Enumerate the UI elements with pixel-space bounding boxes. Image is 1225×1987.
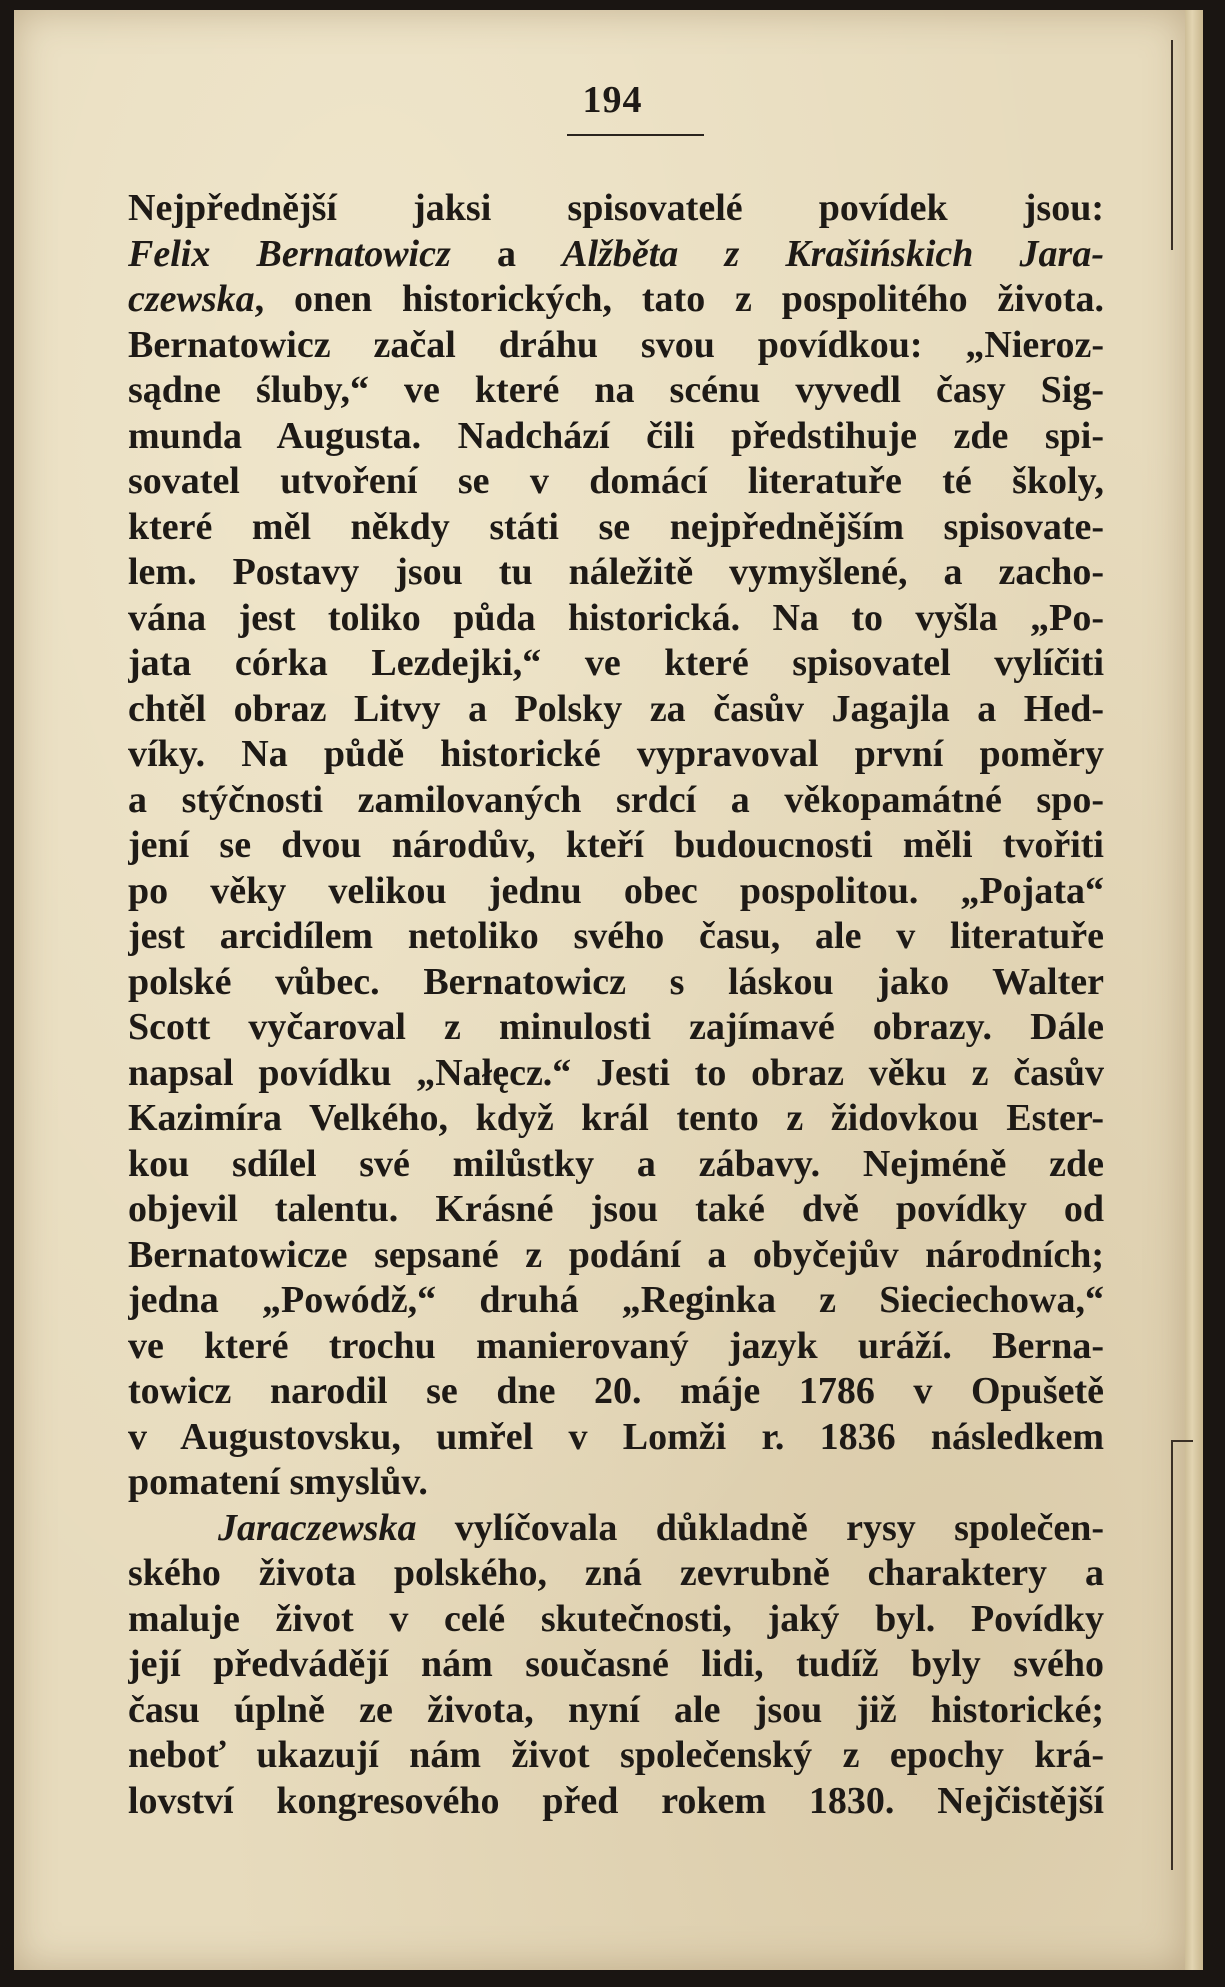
text-line bbox=[128, 596, 1104, 642]
gutter-line-top bbox=[1171, 40, 1173, 250]
text-line bbox=[128, 186, 1104, 232]
text-line bbox=[128, 414, 1104, 460]
text-run: Scott vyčaroval z minulosti zajímavé obrazy. Dále bbox=[128, 1006, 1104, 1048]
text-run: jedna „Powódž,“ druhá „Reginka z Sieciechowa,“ bbox=[128, 1279, 1104, 1321]
text-run: jest arcidílem netoliko svého času, ale v literatuře bbox=[128, 915, 1104, 957]
text-run: , onen historických, tato z pospolitého života. bbox=[254, 278, 1104, 320]
text-run: munda Augusta. Nadchází čili předstihuje zde spi- bbox=[128, 414, 1104, 457]
text-line bbox=[128, 1051, 1104, 1097]
header-rule bbox=[567, 134, 704, 136]
text-line bbox=[128, 1369, 1104, 1415]
text-line bbox=[128, 869, 1104, 915]
text-line bbox=[128, 232, 1104, 278]
text-line bbox=[128, 823, 1104, 869]
text-line bbox=[128, 323, 1104, 369]
text-line bbox=[128, 687, 1104, 733]
text-line bbox=[128, 1415, 1104, 1461]
gutter-mark bbox=[1171, 1440, 1193, 1442]
italic-name: Jaraczewska bbox=[218, 1506, 417, 1549]
text-line bbox=[128, 1005, 1104, 1051]
text-run: lovství kongresového před rokem 1830. Nejčistější bbox=[128, 1779, 1104, 1822]
text-run: objevil talentu. Krásné jsou také dvě povídky od bbox=[128, 1188, 1104, 1230]
text-line bbox=[128, 1779, 1104, 1825]
italic-name: Felix Bernatowicz bbox=[128, 232, 451, 275]
text-line bbox=[128, 1551, 1104, 1597]
text-line bbox=[128, 914, 1104, 960]
text-line bbox=[128, 1142, 1104, 1188]
text-run: Bernatowicze sepsané z podání a obyčejův národních; bbox=[128, 1233, 1104, 1276]
text-run: po věky velikou jednu obec pospolitou. „Pojata“ bbox=[128, 869, 1104, 912]
text-line bbox=[128, 641, 1104, 687]
italic-name: Alžběta z Krašińskich Jara- bbox=[562, 232, 1104, 275]
text-line bbox=[128, 1233, 1104, 1279]
text-line bbox=[128, 1597, 1104, 1643]
text-run: víky. Na půdě historické vypravoval první poměry bbox=[128, 733, 1104, 775]
text-run: jení se dvou národův, kteří budoucnosti měli tvořiti bbox=[128, 824, 1104, 866]
text-line bbox=[128, 1187, 1104, 1233]
text-run: a bbox=[450, 232, 563, 275]
text-line bbox=[128, 505, 1104, 551]
text-run: času úplně ze života, nyní ale jsou již historické; bbox=[128, 1688, 1104, 1731]
text-line bbox=[128, 277, 1104, 323]
text-line bbox=[128, 960, 1104, 1006]
text-line bbox=[128, 1506, 1104, 1552]
text-line bbox=[128, 778, 1104, 824]
text-run: ského života polského, zná zevrubně charaktery a bbox=[128, 1552, 1104, 1594]
text-run: kou sdílel své milůstky a zábavy. Nejméně zde bbox=[128, 1142, 1104, 1185]
text-line bbox=[128, 1460, 1104, 1506]
text-run: Nejpřednější jaksi spisovatelé povídek jsou: bbox=[128, 187, 1104, 229]
text-run: polské vůbec. Bernatowicz s láskou jako Walter bbox=[128, 960, 1104, 1003]
text-run: ve které trochu manierovaný jazyk uráží. Berna- bbox=[128, 1324, 1104, 1367]
page-number: 194 bbox=[582, 79, 643, 121]
text-run: Kazimíra Velkého, když král tento z židovkou Ester- bbox=[128, 1097, 1104, 1139]
text-run: vylíčovala důkladně rysy společen- bbox=[416, 1506, 1104, 1549]
text-run: neboť ukazují nám život společenský z epochy krá- bbox=[128, 1734, 1104, 1776]
text-run: maluje život v celé skutečnosti, jaký byl. Povídky bbox=[128, 1597, 1104, 1640]
text-run: napsal povídku „Nałęcz.“ Jesti to obraz věku z časův bbox=[128, 1051, 1104, 1094]
text-run: jata córka Lezdejki,“ ve které spisovatel vylíčiti bbox=[128, 642, 1104, 684]
text-line bbox=[128, 368, 1104, 414]
body-text bbox=[128, 186, 1104, 1824]
text-line bbox=[128, 1096, 1104, 1142]
text-run: chtěl obraz Litvy a Polsky za časův Jagajla a Hed- bbox=[128, 687, 1104, 730]
text-run: její předvádějí nám současné lidi, tudíž byly svého bbox=[128, 1643, 1104, 1685]
text-run: towicz narodil se dne 20. máje 1786 v Opušetě bbox=[128, 1370, 1104, 1412]
text-line bbox=[128, 459, 1104, 505]
text-run: které měl někdy státi se nejpřednějším spisovate- bbox=[128, 505, 1104, 548]
text-line bbox=[128, 732, 1104, 778]
page-edge bbox=[1185, 10, 1203, 1970]
text-run: vána jest toliko půda historická. Na to vyšla „Po- bbox=[128, 596, 1104, 639]
text-line bbox=[128, 1278, 1104, 1324]
text-run: Bernatowicz začal dráhu svou povídkou: „Nieroz- bbox=[128, 323, 1104, 366]
text-run: sovatel utvoření se v domácí literatuře té školy, bbox=[128, 460, 1104, 502]
text-line bbox=[128, 550, 1104, 596]
text-line bbox=[128, 1688, 1104, 1734]
text-line bbox=[128, 1733, 1104, 1779]
italic-name: czewska bbox=[128, 278, 255, 320]
text-run: v Augustovsku, umřel v Lomži r. 1836 následkem bbox=[128, 1415, 1104, 1458]
text-run: pomatení smyslův. bbox=[128, 1461, 428, 1503]
text-run: lem. Postavy jsou tu náležitě vymyšlené, a zacho- bbox=[128, 551, 1104, 593]
text-run: sądne śluby,“ ve které na scénu vyvedl časy Sig- bbox=[128, 369, 1104, 411]
text-line bbox=[128, 1642, 1104, 1688]
gutter-line-bottom bbox=[1171, 1440, 1173, 1870]
text-line bbox=[128, 1324, 1104, 1370]
text-run: a stýčnosti zamilovaných srdcí a věkopamátné spo- bbox=[128, 778, 1104, 821]
